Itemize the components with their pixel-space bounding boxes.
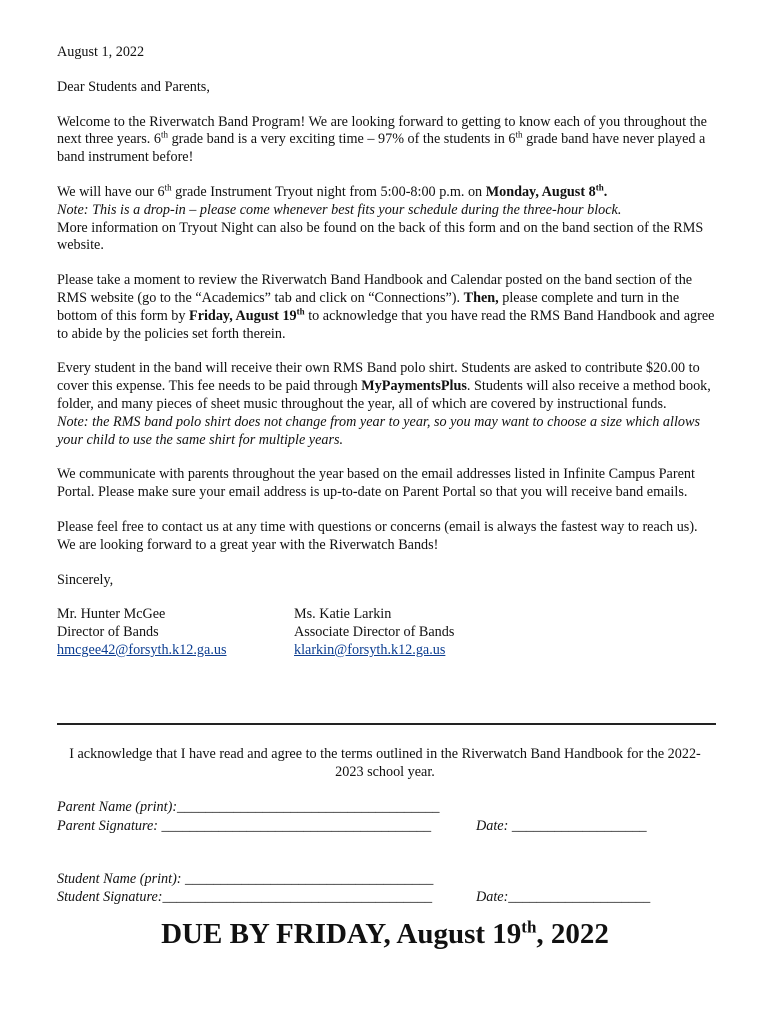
paragraph-polo-shirt: Every student in the band will receive their own RMS Band polo shirt. Students are asked to contribute $20.00 to cover this expense. This fee needs to be paid through MyPaymentsPlus. Students will also receive a method book, folder, and many pieces of sheet music throughout the year, all of which are covered by instructional funds. Note: the RMS band polo shirt does not change from year to year, so you may want to choose a size which allows your child to use the same shirt for multiple years. [57, 360, 711, 448]
paragraph-tryout: We will have our 6th grade Instrument Tryout night from 5:00-8:00 p.m. on Monday, August 8th. Note: This is a drop-in – please come whenever best fits your schedule during the three-hour block. More information on Tryout Night can also be found on the back of this form and on the band section of the RMS website. [57, 182, 704, 254]
signer-name: Mr. Hunter McGee [57, 606, 166, 623]
signer-title: Director of Bands [57, 624, 159, 641]
paragraph-welcome: Welcome to the Riverwatch Band Program! We are looking forward to getting to know each of you throughout the next three years. 6th grade band is a very exciting time – 97% of the students in 6th grade band have never played a band instrument before! [57, 113, 707, 166]
salutation: Dear Students and Parents, [57, 78, 210, 95]
polo-note: Note: the RMS band polo shirt does not change from year to year, so you may want to choose a size which allows your child to use the same shirt for multiple years. [57, 413, 700, 448]
paragraph-handbook: Please take a moment to review the Riverwatch Band Handbook and Calendar posted on the band section of the RMS website (go to the “Academics” tab and click on “Connections”). Then, please complete and turn in the bottom of this form by Friday, August 19th to acknowledge that you have read the RMS Band Handbook and agree to abide by the policies set forth therein. [57, 272, 715, 342]
parent-signature-field[interactable]: Parent Signature: ______________________________________ [57, 818, 432, 834]
paragraph-communication: We communicate with parents throughout the year based on the email addresses listed in Infinite Campus Parent Portal. Please make sure your email address is up-to-date on Parent Portal so that you will receive band emails. [57, 466, 695, 501]
signer-mcgee [57, 606, 294, 659]
closing: Sincerely, [57, 571, 114, 588]
signature-block [57, 606, 717, 659]
signer-title: Associate Director of Bands [294, 624, 455, 641]
due-date-heading: DUE BY FRIDAY, August 19th, 2022 [161, 917, 609, 950]
parent-date-field[interactable]: Date: ___________________ [476, 818, 647, 834]
signer-name: Ms. Katie Larkin [294, 606, 392, 623]
paragraph-contact: Please feel free to contact us at any time with questions or concerns (email is always the fastest way to reach us). We are looking forward to a great year with the Riverwatch Bands! [57, 518, 698, 553]
student-name-field[interactable]: Student Name (print): ___________________________________ [57, 871, 434, 887]
parent-name-field[interactable]: Parent Name (print):_____________________________________ [57, 799, 440, 815]
acknowledgement-text: I acknowledge that I have read and agree to the terms outlined in the Riverwatch Band Handbook for the 2022-2023 school year. [69, 746, 701, 780]
signer-larkin [294, 606, 594, 659]
email-link-mcgee[interactable]: hmcgee42@forsyth.k12.ga.us [57, 641, 227, 658]
tryout-note: Note: This is a drop-in – please come whenever best fits your schedule during the three-hour block. [57, 201, 622, 218]
letter-date: August 1, 2022 [57, 44, 145, 60]
email-link-larkin[interactable]: klarkin@forsyth.k12.ga.us [294, 641, 446, 658]
divider [57, 723, 716, 725]
student-signature-field[interactable]: Student Signature:______________________________________ [57, 889, 433, 905]
letter-body [57, 44, 717, 660]
student-date-field[interactable]: Date:____________________ [476, 889, 651, 905]
